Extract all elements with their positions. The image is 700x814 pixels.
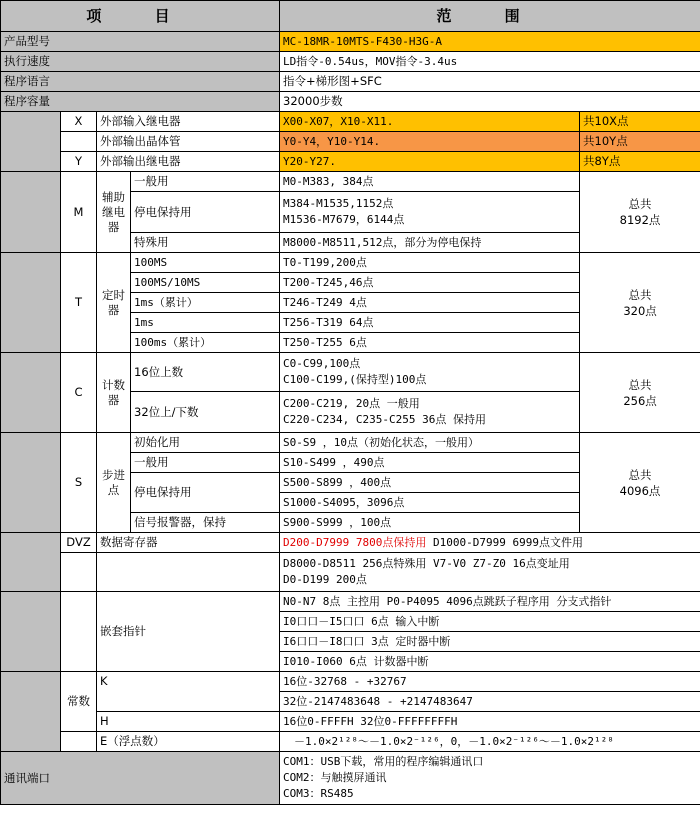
speed-value: LD指令-0.54us，MOV指令-3.4us bbox=[280, 52, 700, 72]
t-total: 总共 320点 bbox=[580, 253, 700, 353]
d-code: DVZ bbox=[61, 533, 97, 553]
speed-row bbox=[1, 52, 700, 72]
d-name: 数据寄存器 bbox=[97, 533, 280, 553]
t-name: 1ms bbox=[131, 313, 280, 333]
x-total: 共10X点 bbox=[580, 112, 700, 132]
nest-value: I0口口－I5口口 6点 输入中断 bbox=[280, 612, 700, 632]
header-item: 项 目 bbox=[1, 1, 280, 32]
s-name: 初始化用 bbox=[131, 433, 280, 453]
model-row bbox=[1, 32, 700, 52]
nest-group-cell bbox=[1, 592, 61, 672]
c-value: C200-C219, 20点 一般用 C220-C234, C235-C255 36点 保持用 bbox=[280, 392, 580, 433]
d-group-cell bbox=[1, 533, 61, 592]
t-name: 1ms（累计） bbox=[131, 293, 280, 313]
m-value: M0-M383, 384点 bbox=[280, 172, 580, 192]
x-code: X bbox=[61, 112, 97, 132]
model-value: MC-18MR-10MTS-F430-H3G-A bbox=[280, 32, 700, 52]
nest-row bbox=[1, 592, 700, 612]
t-value: T0-T199,200点 bbox=[280, 253, 580, 273]
m-value: M8000-M8511,512点，部分为停电保持 bbox=[280, 233, 580, 253]
d-value-file: D1000-D7999 6999点文件用 bbox=[426, 536, 583, 549]
d-special-name bbox=[97, 553, 280, 592]
language-value: 指令+梯形图+SFC bbox=[280, 72, 700, 92]
s-value: S500-S899 ，400点 bbox=[280, 473, 580, 493]
const-h-value: 16位0-FFFFH 32位0-FFFFFFFFH bbox=[280, 712, 700, 732]
d-special-value: D8000-D8511 256点特殊用 V7-V0 Z7-Z0 16点变址用 D0-D199 200点 bbox=[280, 553, 700, 592]
const-k-row bbox=[1, 672, 700, 692]
y-transistor-row bbox=[1, 132, 700, 152]
y-relay-row bbox=[1, 152, 700, 172]
comm-line: COM1：USB下载，常用的程序编辑通讯口 bbox=[283, 755, 484, 768]
y-relay-total: 共8Y点 bbox=[580, 152, 700, 172]
d-value-retentive: D200-D7999 7800点保持用 bbox=[283, 536, 427, 549]
m-name: 停电保持用 bbox=[131, 192, 280, 233]
comm-label: 通讯端口 bbox=[1, 752, 280, 805]
comm-value bbox=[280, 752, 700, 805]
header-range: 范 围 bbox=[280, 1, 700, 32]
language-label: 程序语言 bbox=[1, 72, 280, 92]
m-row bbox=[1, 172, 700, 192]
d-value bbox=[280, 533, 700, 553]
model-label: 产品型号 bbox=[1, 32, 280, 52]
const-group-cell bbox=[1, 672, 61, 752]
y-relay-name: 外部输出继电器 bbox=[97, 152, 280, 172]
language-row bbox=[1, 72, 700, 92]
t-group: 定时器 bbox=[97, 253, 131, 353]
s-total: 总共 4096点 bbox=[580, 433, 700, 533]
y-transistor-code bbox=[61, 132, 97, 152]
nest-value: I010-I060 6点 计数器中断 bbox=[280, 652, 700, 672]
const-k-value: 16位-32768 - +32767 bbox=[280, 672, 700, 692]
c-group-cell bbox=[1, 353, 61, 433]
const-e-value: －1.0×2¹²⁸～－1.0×2⁻¹²⁶，0，－1.0×2⁻¹²⁶～－1.0×2¹²⁸ bbox=[280, 732, 700, 752]
s-row bbox=[1, 433, 700, 453]
comm-row bbox=[1, 752, 700, 805]
t-value: T250-T255 6点 bbox=[280, 333, 580, 353]
y-transistor-name: 外部输出晶体管 bbox=[97, 132, 280, 152]
y-relay-value: Y20-Y27. bbox=[280, 152, 580, 172]
s-group-cell bbox=[1, 433, 61, 533]
c-row bbox=[1, 353, 700, 392]
nest-value: I6口口－I8口口 3点 定时器中断 bbox=[280, 632, 700, 652]
c-code: C bbox=[61, 353, 97, 433]
m-value: M384-M1535,1152点 M1536-M7679，6144点 bbox=[280, 192, 580, 233]
d-special-code bbox=[61, 553, 97, 592]
t-name: 100MS bbox=[131, 253, 280, 273]
x-value: X00-X07，X10-X11. bbox=[280, 112, 580, 132]
t-value: T200-T245,46点 bbox=[280, 273, 580, 293]
s-name: 信号报警器，保持 bbox=[131, 513, 280, 533]
nest-name: 嵌套指针 bbox=[97, 592, 280, 672]
m-group: 辅助继电器 bbox=[97, 172, 131, 253]
s-name: 停电保持用 bbox=[131, 473, 280, 513]
y-relay-code: Y bbox=[61, 152, 97, 172]
c-value: C0-C99,100点 C100-C199,(保持型)100点 bbox=[280, 353, 580, 392]
const-h-row bbox=[1, 712, 700, 732]
t-name: 100MS/10MS bbox=[131, 273, 280, 293]
const-group: 常数 bbox=[61, 672, 97, 732]
s-group: 步进点 bbox=[97, 433, 131, 533]
comm-line: COM2：与触摸屏通讯 bbox=[283, 771, 387, 784]
header-row bbox=[1, 1, 700, 32]
t-value: T246-T249 4点 bbox=[280, 293, 580, 313]
d-row bbox=[1, 533, 700, 553]
const-k-value: 32位-2147483648 - +2147483647 bbox=[280, 692, 700, 712]
t-group-cell bbox=[1, 253, 61, 353]
m-total: 总共 8192点 bbox=[580, 172, 700, 253]
s-value: S1000-S4095，3096点 bbox=[280, 493, 580, 513]
s-code: S bbox=[61, 433, 97, 533]
c-group: 计数器 bbox=[97, 353, 131, 433]
c-total: 总共 256点 bbox=[580, 353, 700, 433]
d-special-row bbox=[1, 553, 700, 592]
capacity-label: 程序容量 bbox=[1, 92, 280, 112]
io-group-cell bbox=[1, 112, 61, 172]
x-row bbox=[1, 112, 700, 132]
const-e-code bbox=[61, 732, 97, 752]
m-code: M bbox=[61, 172, 97, 253]
s-value: S900-S999 ，100点 bbox=[280, 513, 580, 533]
y-transistor-total: 共10Y点 bbox=[580, 132, 700, 152]
m-name: 一般用 bbox=[131, 172, 280, 192]
t-row bbox=[1, 253, 700, 273]
const-k-label: K bbox=[97, 672, 280, 712]
s-name: 一般用 bbox=[131, 453, 280, 473]
nest-value: N0-N7 8点 主控用 P0-P4095 4096点跳跃子程序用 分支式指针 bbox=[280, 592, 700, 612]
c-name: 16位上数 bbox=[131, 353, 280, 392]
t-value: T256-T319 64点 bbox=[280, 313, 580, 333]
speed-label: 执行速度 bbox=[1, 52, 280, 72]
t-code: T bbox=[61, 253, 97, 353]
m-group-cell bbox=[1, 172, 61, 253]
const-e-label: E（浮点数） bbox=[97, 732, 280, 752]
comm-line: COM3：RS485 bbox=[283, 787, 354, 800]
capacity-row bbox=[1, 92, 700, 112]
capacity-value: 32000步数 bbox=[280, 92, 700, 112]
m-name: 特殊用 bbox=[131, 233, 280, 253]
t-name: 100ms（累计） bbox=[131, 333, 280, 353]
s-value: S0-S9 ，10点（初始化状态，一般用） bbox=[280, 433, 580, 453]
nest-code bbox=[61, 592, 97, 672]
y-transistor-value: Y0-Y4，Y10-Y14. bbox=[280, 132, 580, 152]
x-name: 外部输入继电器 bbox=[97, 112, 280, 132]
const-e-row bbox=[1, 732, 700, 752]
s-value: S10-S499 ，490点 bbox=[280, 453, 580, 473]
c-name: 32位上/下数 bbox=[131, 392, 280, 433]
const-h-label: H bbox=[97, 712, 280, 732]
